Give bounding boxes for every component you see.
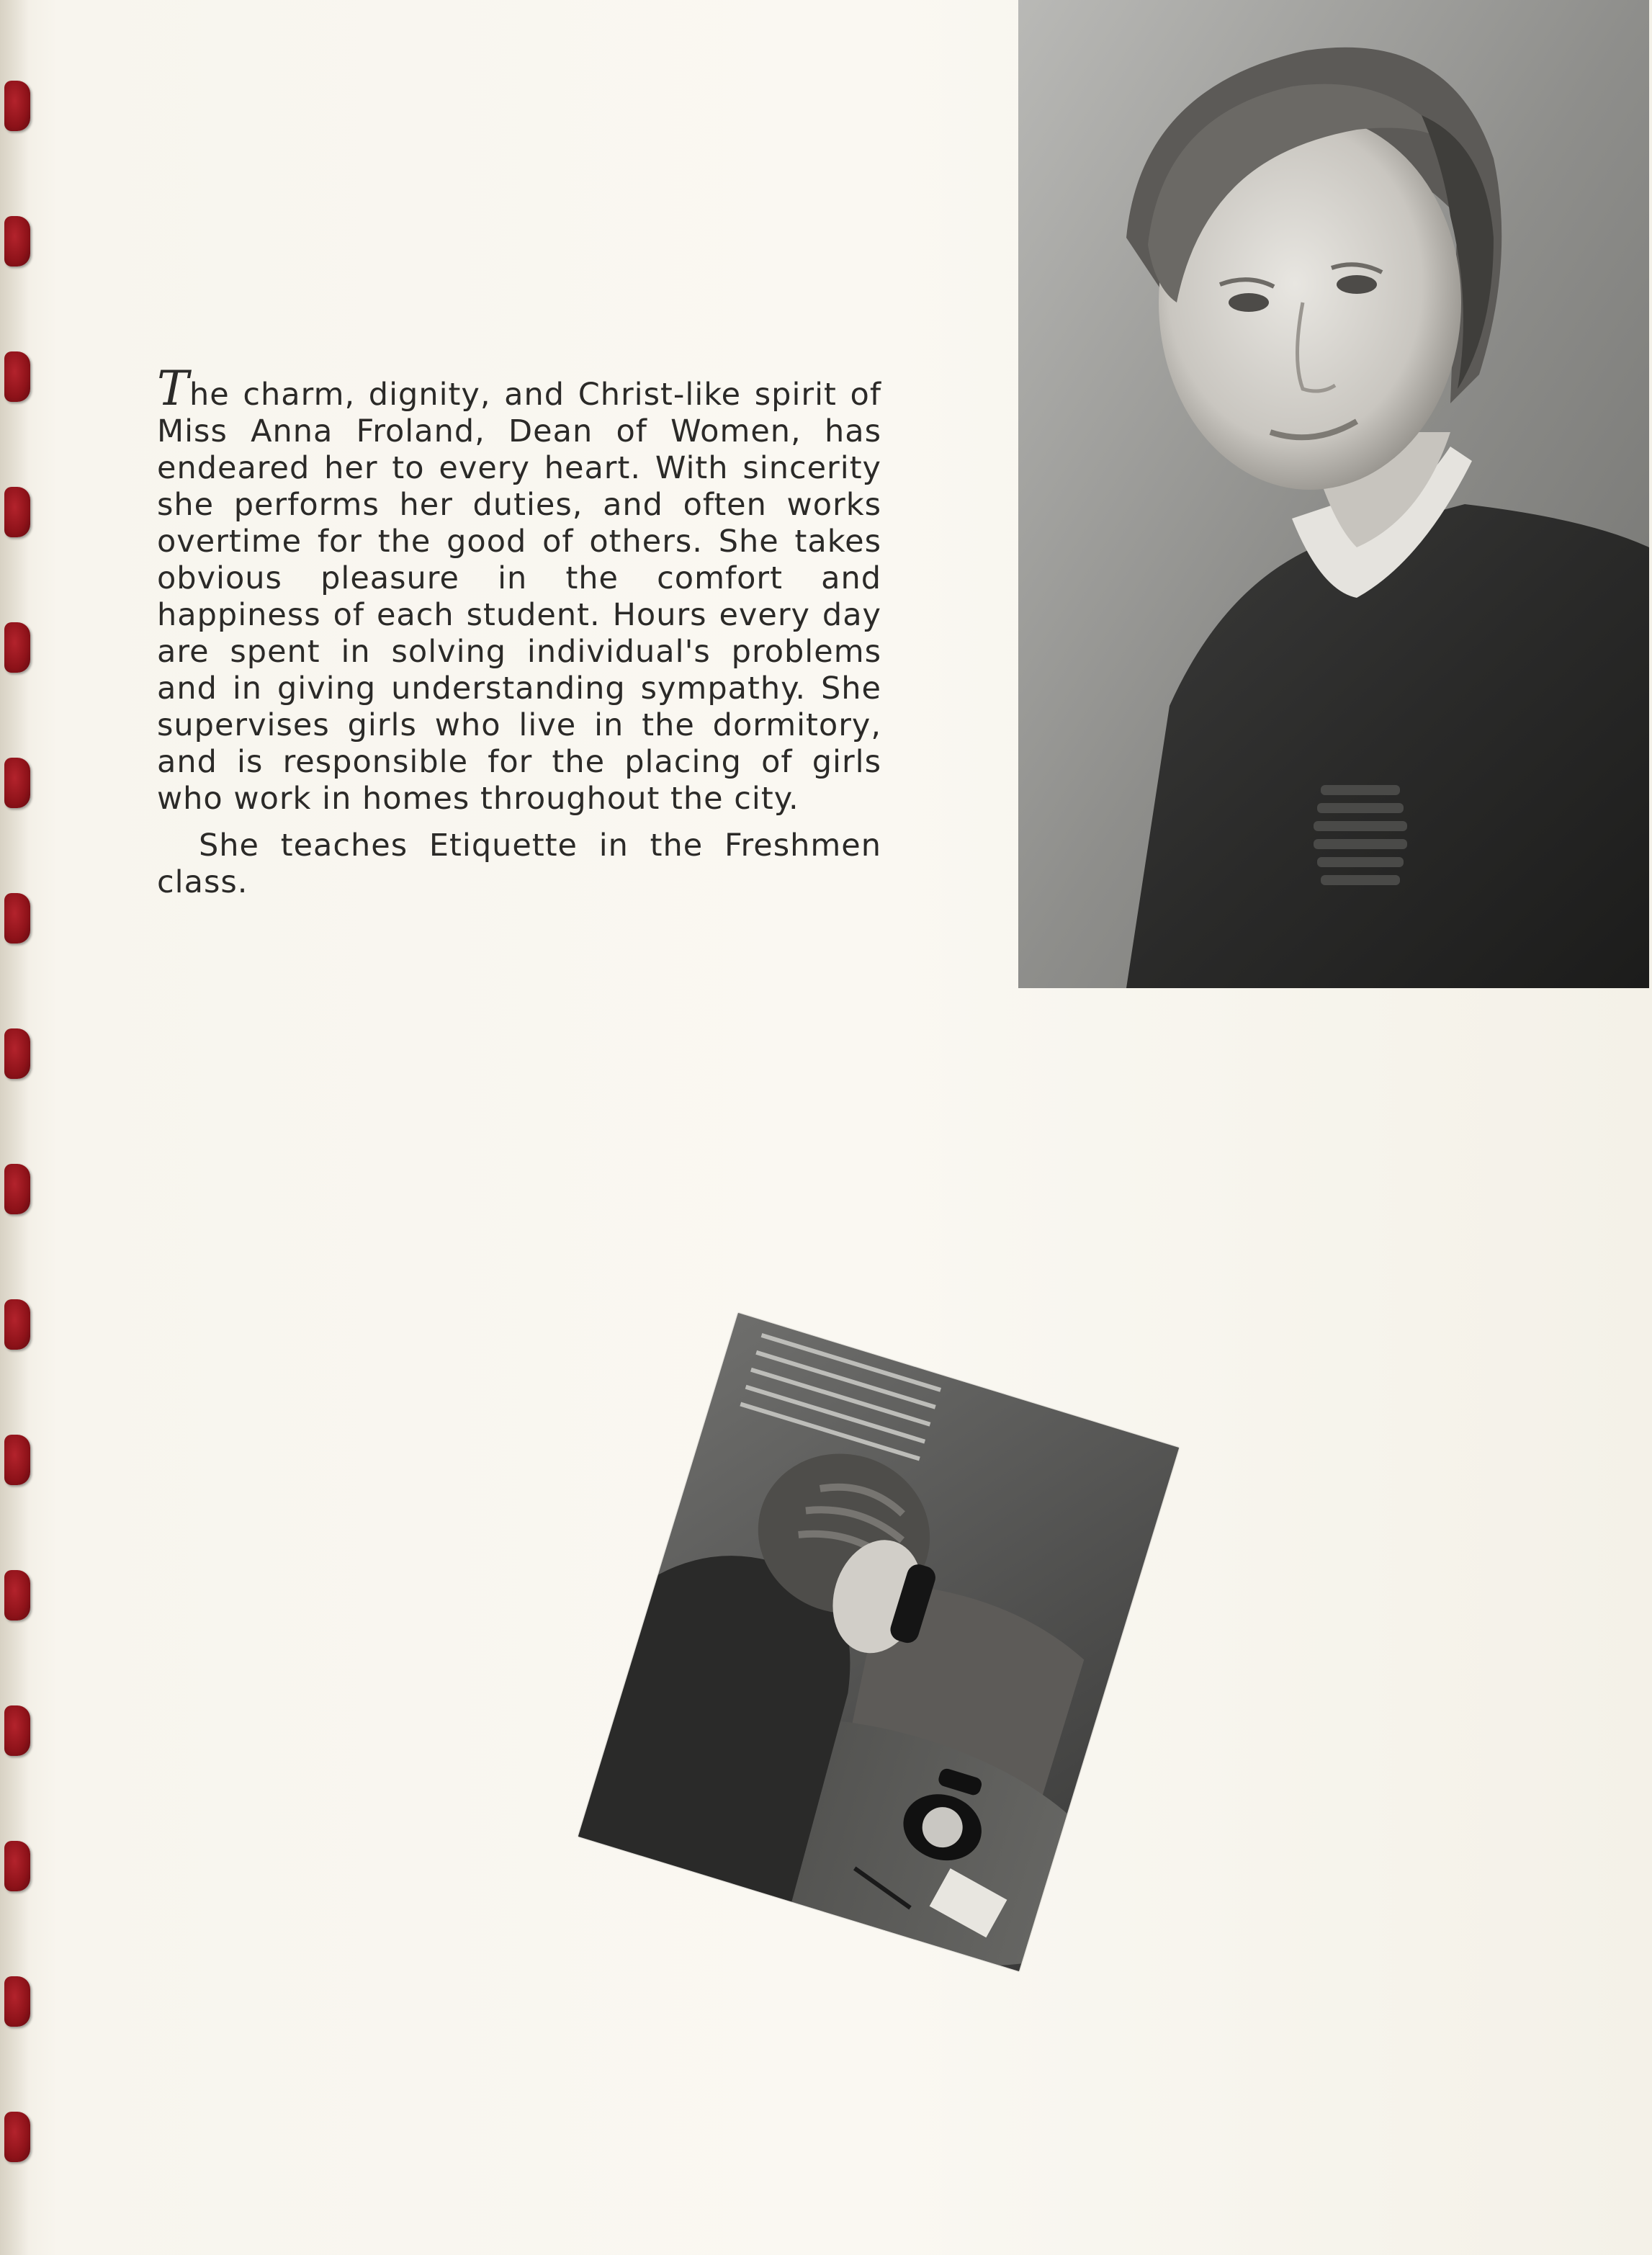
binding-ring xyxy=(4,81,30,131)
binding-ring xyxy=(4,1976,30,2027)
binding-ring xyxy=(4,2112,30,2162)
binding-ring xyxy=(4,1435,30,1485)
binding-ring xyxy=(4,1299,30,1350)
binding-ring xyxy=(4,758,30,808)
binding-ring xyxy=(4,1705,30,1756)
telephone-photo xyxy=(578,1313,1179,1971)
paragraph-1 xyxy=(157,361,881,817)
binding-ring xyxy=(4,622,30,673)
binding-ring xyxy=(4,487,30,537)
article-text xyxy=(157,361,881,911)
binding-ring xyxy=(4,1164,30,1214)
telephone-illustration xyxy=(578,1313,1179,1971)
binding-ring xyxy=(4,216,30,266)
paragraph-2: She teaches Etiquette in the Freshmen class. xyxy=(157,828,881,900)
portrait-illustration xyxy=(1018,0,1649,988)
binding-ring xyxy=(4,893,30,943)
binding-ring xyxy=(4,1841,30,1891)
binding-ring xyxy=(4,1570,30,1620)
binding-ring xyxy=(4,351,30,402)
binding-ring xyxy=(4,1028,30,1079)
portrait-photo xyxy=(1018,0,1649,988)
drop-initial: T xyxy=(157,361,190,416)
spine-shadow xyxy=(0,0,29,2255)
paragraph-1-text: he charm, dignity, and Christ-like spirit of Miss Anna Froland, Dean of Women, has endeared her to every heart. With sincerity she performs her duties, and often works overtime for the good of others. She takes obvious pleasure in the comfort and happiness of each student. Hours every day are spent in solving individual's problems and in giving understanding sympathy. She supervises girls who live in the dormitory, and is responsible for the placing of girls who work in homes throughout the city. xyxy=(157,377,881,817)
